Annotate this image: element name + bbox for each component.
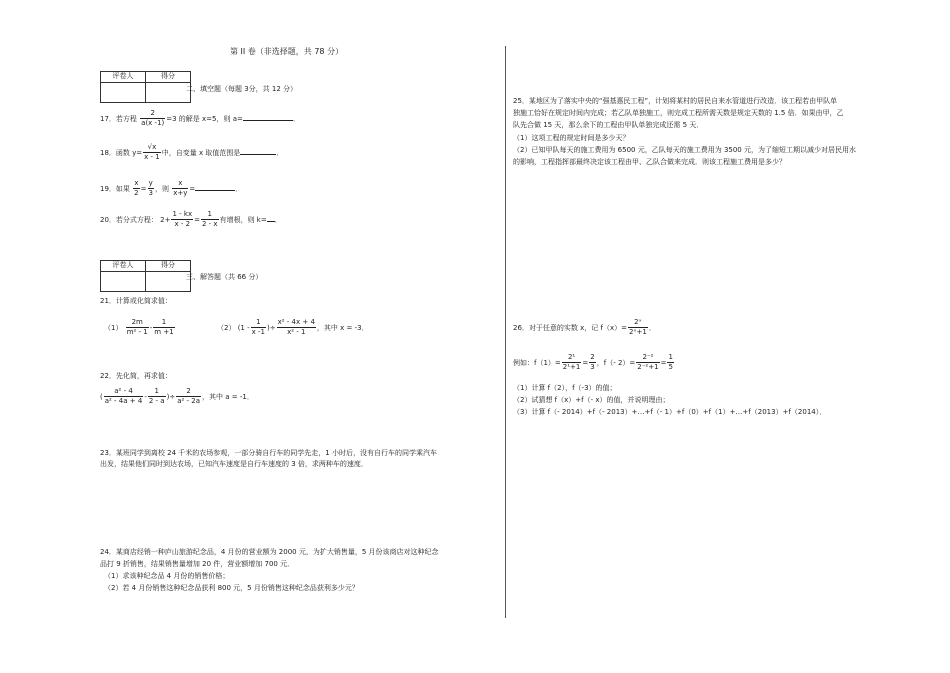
grader-cell: [101, 272, 146, 292]
q18-answer-blank[interactable]: [240, 154, 276, 155]
question-21-intro: 21．计算或化简求值：: [100, 297, 172, 305]
question-26-part-3: （3）计算 f（- 2014）+f（- 2013）+…+f（- 1）+f（0）+f（1）+…+f（2013）+f（2014）．: [513, 408, 827, 416]
question-19: 19．如果 $\frac{x}{2}$ = $\frac{y}{3}$ ，则 $\frac{x}{x+y}$ = ．: [100, 179, 243, 198]
question-21-part-2: （2） (1 - $\frac{1}{x -1}$ )÷ $\frac{\text{x² - 4x + 4}}{\text{x² - 1}}$ ，其中 x = -3．: [217, 318, 369, 337]
question-26-example: 例如：f（1）= $\frac{\text{2¹}}{\text{2¹+1}}$ = $\frac{2}{3}$ ，f（- 2）= $\frac{\text{2⁻²}}{\text{2⁻²+1}}$ = $\frac{1}{5}$: [513, 353, 673, 372]
question-23-line-1: 23．某班同学到离校 24 千米的农场参观，一部分骑自行车的同学先走，1 小时后，没有自行车的同学乘汽车: [100, 449, 437, 457]
question-25-line-1: 25．某地区为了落实中央的“强基惠民工程”，计划将某村的居民自来水管道进行改造．该工程若由甲队单: [513, 97, 838, 105]
solve-section-heading: 三、解答题（共 66 分）: [186, 273, 263, 281]
question-23-line-2: 出发，结果他们同时到达农场，已知汽车速度是自行车速度的 3 倍，求两种车的速度．: [100, 460, 368, 468]
score-header: 得分: [146, 261, 191, 272]
page-divider: [505, 46, 506, 618]
fill-section-heading: 二、填空题（每题 3分，共 12 分）: [186, 85, 298, 93]
q19-answer-blank[interactable]: [195, 190, 235, 191]
grader-header: 评卷人: [101, 261, 146, 272]
score-box-fill: [100, 71, 191, 103]
question-26-definition: 26．对于任意的实数 x，记 f（x）= $\frac{\text{2ˣ}}{\text{2ˣ+1}}$ ．: [513, 318, 656, 337]
question-25-line-6: 的影响，工程指挥部最终决定该工程由甲、乙队合做来完成．则该工程施工费用是多少？: [513, 158, 786, 166]
question-21-part-1: （1） $\frac{2m}{\text{m² - 1}}$ - $\frac{1}{m +1}$: [104, 318, 174, 337]
question-24-line-3: （1）求该种纪念品 4 月份的销售价格；: [104, 572, 230, 580]
question-26-part-2: （2）试猜想 f（x）+f（- x）的值，并说明理由；: [513, 396, 670, 404]
question-20: 20．若分式方程： 2+ $\frac{1 - kx}{x - 2}$ = $\frac{1}{2 - x}$ 有增根，则 k= ．: [100, 210, 282, 229]
q17-answer-blank[interactable]: [243, 120, 293, 121]
score-box-solve: [100, 260, 191, 292]
question-22-expression: ( $\frac{\text{a² - 4}}{\text{a² - 4a + 4}}$ - $\frac{1}{2 - a}$ )÷ $\frac{2}{\text{a² - 2a}}$ ，其中 a = -1．: [100, 387, 254, 406]
question-17: 17．若方程 $\frac{2}{a(x -1)}$ =3 的解是 x=5，则 a= ．: [100, 109, 300, 128]
q18-fraction: $\frac{√x}{x - 1}$: [144, 143, 160, 162]
grader-cell: [101, 83, 146, 103]
score-header: 得分: [146, 72, 191, 83]
section-title: 第 II 卷（非选择题，共 78 分）: [230, 47, 344, 56]
question-24-line-2: 品打 9 折销售，结果销售量增加 20 件，营业额增加 700 元．: [100, 560, 295, 568]
grader-header: 评卷人: [101, 72, 146, 83]
score-cell: [146, 83, 191, 103]
question-25-line-5: （2）已知甲队每天的施工费用为 6500 元，乙队每天的施工费用为 3500 元，为了缩短工期以减少对居民用水: [513, 146, 856, 154]
q20-answer-blank[interactable]: [267, 221, 275, 222]
q17-fraction: $\frac{2}{a(x -1)}$: [141, 109, 165, 128]
question-22-intro: 22．先化简，再求值：: [100, 372, 172, 380]
question-24-line-4: （2）若 4 月份销售这种纪念品获利 800 元，5 月份销售这种纪念品获利多少元？: [104, 584, 359, 592]
question-25-line-3: 队先合做 15 天，那么余下的工程由甲队单独完成还需 5 天．: [513, 121, 704, 129]
question-18: 18．函数 y= $\frac{√x}{x - 1}$ 中，自变量 x 取值范围是 ．: [100, 143, 284, 162]
score-cell: [146, 272, 191, 292]
question-24-line-1: 24．某商店经销一种庐山旅游纪念品，4 月份的营业额为 2000 元，为扩大销售量，5 月份该商店对这种纪念: [100, 548, 439, 556]
question-25-line-2: 独施工恰好在规定时间内完成；若乙队单独施工，则完成工程所需天数是规定天数的 1.5 倍．如果由甲，乙: [513, 109, 844, 117]
question-25-line-4: （1）这项工程的规定时间是多少天？: [513, 134, 630, 142]
question-26-part-1: （1）计算 f（2），f（-3）的值；: [513, 384, 617, 392]
